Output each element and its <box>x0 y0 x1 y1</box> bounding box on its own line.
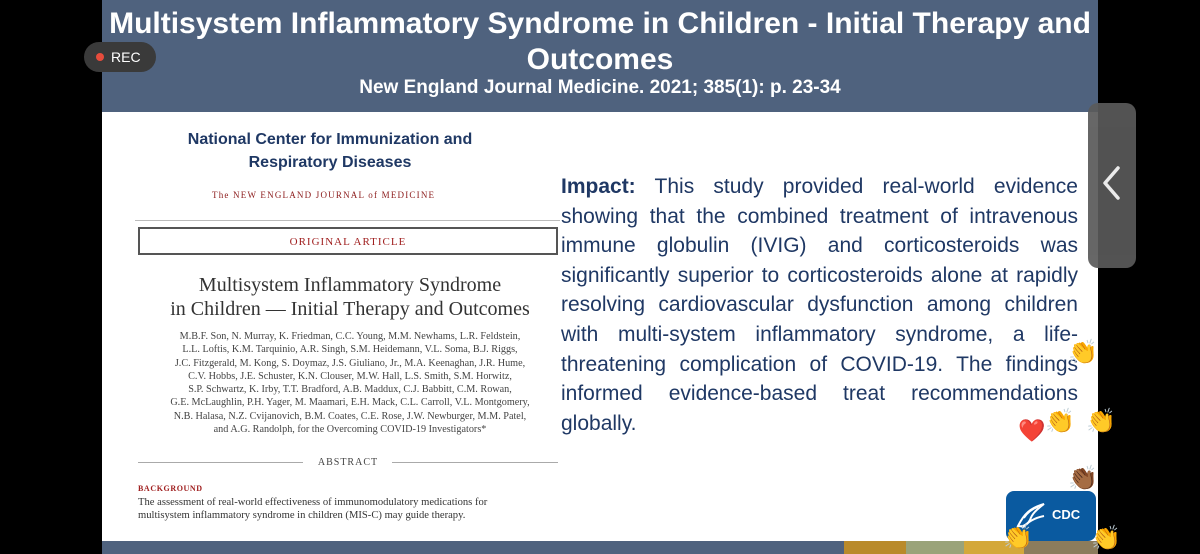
clapping-hands-icon: 👏 <box>1003 523 1033 551</box>
impact-label: Impact: <box>561 175 636 198</box>
background-label: BACKGROUND <box>138 484 203 493</box>
divider <box>138 462 303 463</box>
author-line: G.E. McLaughlin, P.H. Yager, M. Maamari, E.H. Mack, C.L. Carroll, V.L. Montgomery, <box>170 397 530 409</box>
background-line-2: multisystem inflammatory syndrome in children (MIS-C) may guide therapy. <box>138 510 466 521</box>
author-line: and A.G. Randolph, for the Overcoming COVID-19 Investigators* <box>213 424 487 436</box>
author-list <box>140 330 560 436</box>
clapping-hands-icon: 👏🏾 <box>1068 464 1098 492</box>
clapping-hands-icon: 👏 <box>1045 407 1075 435</box>
author-line: M.B.F. Son, N. Murray, K. Friedman, C.C. Young, M.M. Newhams, L.R. Feldstein, <box>179 331 521 342</box>
clapping-hands-icon: 👏 <box>1068 338 1098 366</box>
journal-header: The NEW ENGLAND JOURNAL of MEDICINE <box>212 190 436 200</box>
divider <box>392 462 558 463</box>
cdc-logo-text: CDC <box>1052 507 1081 522</box>
section-label: ORIGINAL ARTICLE <box>289 236 407 248</box>
clapping-hands-icon: 👏 <box>1091 524 1121 552</box>
impact-text: This study provided real-world evidence showing that the combined treatment of intravenous immune globulin (IVIG) and corticosteroids was significantly superior to corticosteroids alone at rapidly resolving cardiovascular dysfunction among children with multi-system inflammatory syndrome, a life-threatening complication of COVID-19. The findings informed evidence-based treat <box>561 175 1078 406</box>
footer-accent <box>844 541 906 554</box>
paper-title <box>130 273 570 321</box>
slide-title-bar <box>102 0 1098 112</box>
clapping-hands-icon: 👏 <box>1086 407 1116 435</box>
author-line: L.L. Loftis, K.M. Tarquinio, A.R. Singh, S.M. Heidemann, V.L. Soma, B.J. Riggs, <box>182 344 518 356</box>
organization-line-2: Respiratory Diseases <box>248 154 412 171</box>
divider <box>135 220 560 221</box>
recording-indicator[interactable] <box>84 42 156 72</box>
paper-title-line-1: Multisystem Inflammatory Syndrome <box>198 274 502 296</box>
author-line: N.B. Halasa, N.Z. Cvijanovich, B.M. Coates, C.E. Rose, J.W. Newburger, M.M. Patel, <box>173 410 527 422</box>
organization-name <box>150 128 510 174</box>
author-line: S.P. Schwartz, K. Irby, T.T. Bradford, A.B. Maddux, C.J. Babbitt, C.M. Rowan, <box>188 384 512 396</box>
paper-title-line-2: in Children — Initial Therapy and Outcomes <box>170 298 530 320</box>
impact-statement <box>561 172 1078 438</box>
rec-dot-icon <box>96 53 104 61</box>
slide-citation: New England Journal Medicine. 2021; 385(1): p. 23-34 <box>359 77 841 98</box>
background-text <box>138 496 558 522</box>
recording-label: REC <box>111 49 141 65</box>
abstract-label: ABSTRACT <box>317 457 379 468</box>
background-line-1: The assessment of real-world effectiveness of immunomodulatory medications for <box>138 497 488 508</box>
footer-accent <box>906 541 964 554</box>
chevron-left-icon <box>1101 165 1121 201</box>
impact-text-end: recommendations globally. <box>561 382 1078 435</box>
author-line: J.C. Fitzgerald, M. Kong, S. Doymaz, J.S. Giuliano, Jr., M.A. Keenaghan, J.R. Hume, <box>174 357 526 369</box>
side-panel-toggle[interactable] <box>1088 103 1136 268</box>
footer-accent <box>1024 541 1098 554</box>
section-box <box>138 227 558 255</box>
paper-excerpt <box>130 120 570 540</box>
author-line: C.V. Hobbs, J.E. Schuster, K.N. Clouser, M.W. Hall, L.S. Smith, S.M. Horwitz, <box>188 370 512 382</box>
red-heart-icon: ❤️ <box>1018 419 1046 444</box>
slide-title: Multisystem Inflammatory Syndrome in Children - Initial Therapy and Outcomes <box>109 7 1091 76</box>
organization-line-1: National Center for Immunization and <box>187 131 473 148</box>
presentation-slide <box>102 0 1098 554</box>
